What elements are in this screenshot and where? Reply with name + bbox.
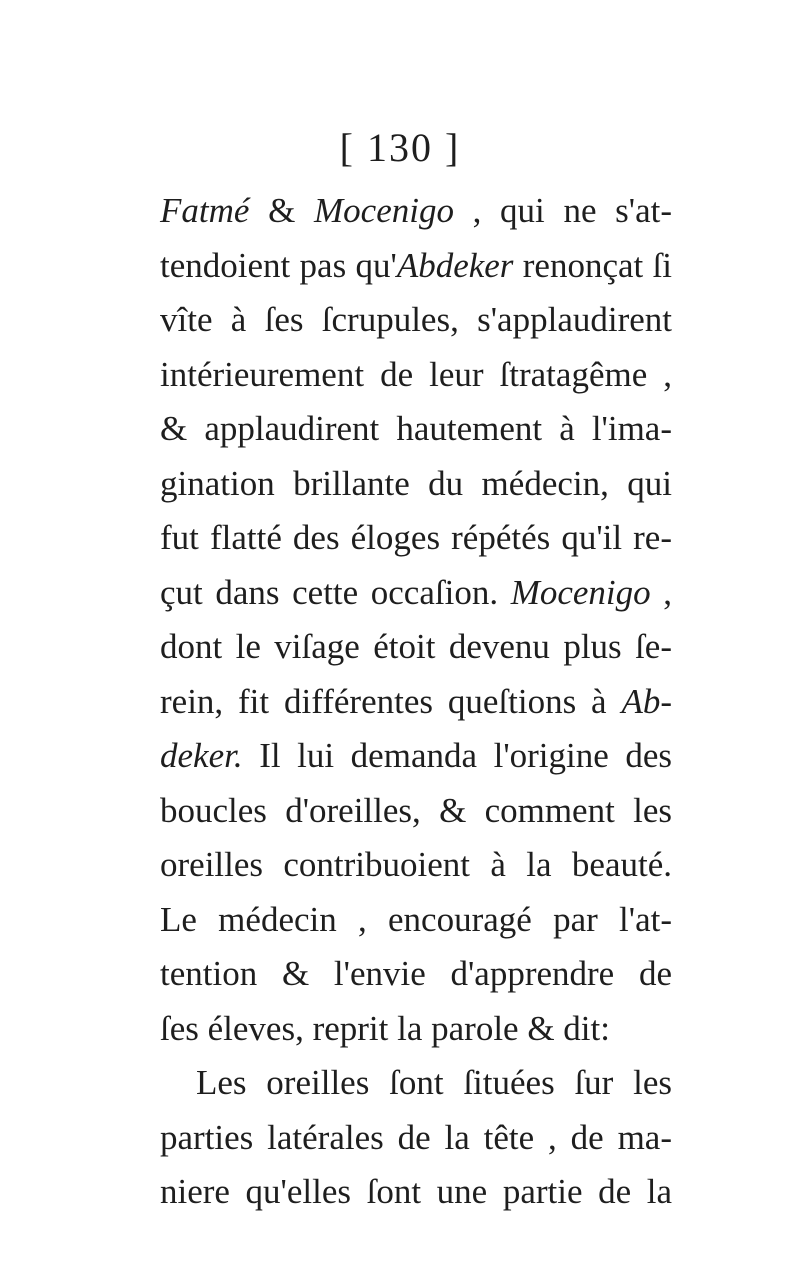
text-segment: ſes éleves, reprit la parole & dit: bbox=[160, 1008, 610, 1048]
italic-name: Fatmé bbox=[160, 191, 250, 230]
text-segment: fut flatté des éloges répétés qu'il re- bbox=[160, 518, 672, 557]
text-segment: & applaudirent hautement à l'ima- bbox=[160, 409, 672, 448]
italic-name: Mocenigo bbox=[314, 191, 454, 230]
text-line bbox=[160, 947, 672, 1001]
text-segment: Les oreilles ſont ſituées ſur les bbox=[196, 1063, 672, 1102]
text-segment: , qui ne s'at- bbox=[453, 191, 672, 230]
text-segment: boucles d'oreilles, & comment les bbox=[160, 790, 672, 830]
page-number: [ 130 ] bbox=[339, 125, 461, 170]
text-line bbox=[160, 293, 672, 347]
text-line bbox=[160, 402, 672, 456]
text-line bbox=[196, 1056, 672, 1110]
text-line bbox=[160, 511, 672, 565]
text-segment: tendoient pas qu' bbox=[160, 245, 397, 285]
text-line bbox=[160, 348, 672, 402]
italic-name: Ab- bbox=[621, 681, 672, 721]
italic-name: Abdeker bbox=[396, 245, 514, 285]
text-line bbox=[160, 838, 672, 892]
text-segment: intérieurement de leur ſtratagême , bbox=[160, 354, 672, 394]
text-segment: Le médecin , encouragé par l'at- bbox=[160, 899, 672, 939]
text-segment: & bbox=[249, 191, 314, 230]
text-line bbox=[160, 184, 672, 238]
text-segment: oreilles contribuoient à la beauté. bbox=[160, 845, 672, 884]
text-line bbox=[160, 893, 672, 947]
text-line bbox=[160, 675, 672, 729]
text-segment: tention & l'envie d'apprendre de bbox=[160, 954, 672, 993]
text-segment: rein, fit différentes queſtions à bbox=[160, 681, 622, 721]
text-line bbox=[160, 729, 672, 783]
text-line bbox=[160, 457, 672, 511]
text-segment: çut dans cette occaſion. bbox=[160, 572, 511, 612]
text-line bbox=[160, 1002, 672, 1056]
italic-name: deker. bbox=[160, 736, 243, 775]
text-line bbox=[160, 239, 672, 293]
text-segment: , bbox=[650, 572, 672, 612]
text-line bbox=[160, 1165, 672, 1219]
text-segment: vîte à ſes ſcrupules, s'applaudirent bbox=[160, 300, 672, 339]
text-segment: gination brillante du médecin, qui bbox=[160, 463, 672, 503]
italic-name: Mocenigo bbox=[510, 572, 651, 612]
text-line bbox=[160, 784, 672, 838]
text-segment: niere qu'elles ſont une partie de la bbox=[160, 1172, 672, 1211]
text-line bbox=[160, 620, 672, 674]
text-segment: renonçat ſi bbox=[513, 245, 672, 285]
text-line bbox=[160, 566, 672, 620]
text-segment: parties latérales de la tête , de ma- bbox=[160, 1117, 672, 1157]
text-segment: dont le viſage étoit devenu plus ſe- bbox=[160, 627, 672, 666]
text-segment: Il lui demanda l'origine des bbox=[242, 736, 672, 775]
text-line bbox=[160, 1111, 672, 1165]
